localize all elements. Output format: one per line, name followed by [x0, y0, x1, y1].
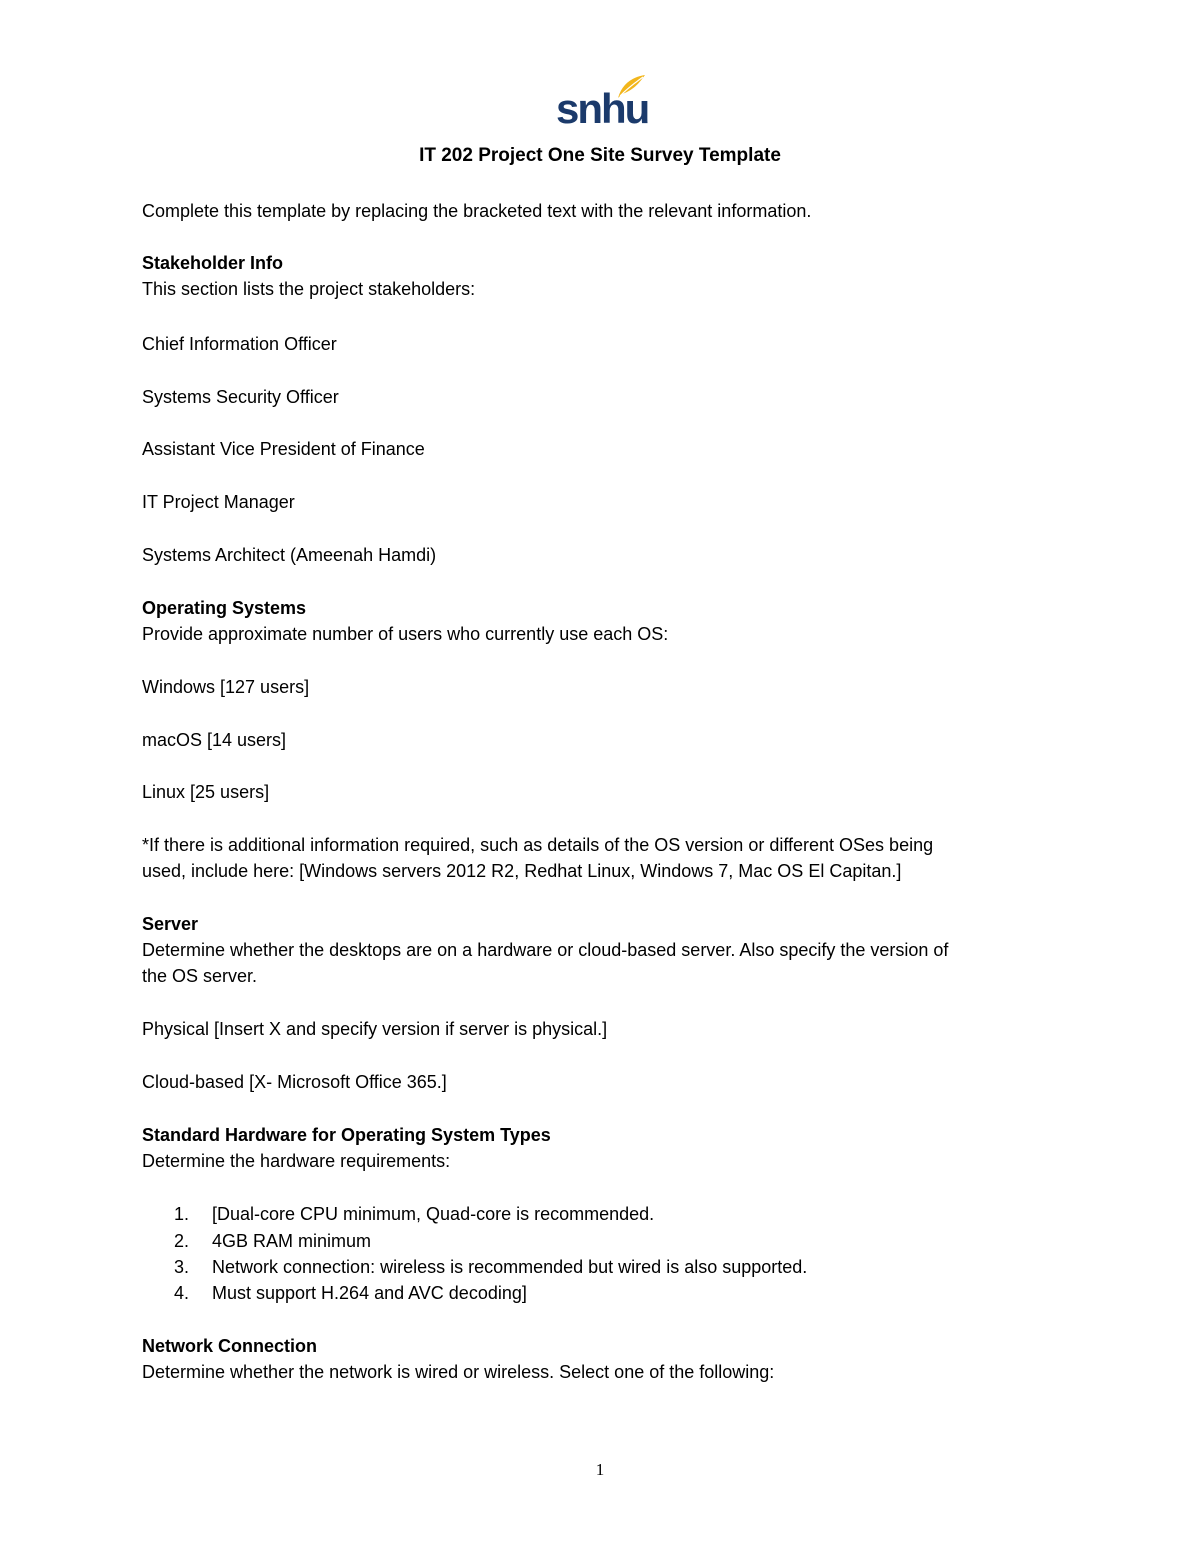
- server-cloud: Cloud-based [X- Microsoft Office 365.]: [142, 1072, 447, 1092]
- stakeholder-heading: Stakeholder Info: [142, 253, 284, 273]
- server-description: Determine whether the desktops are on a hardware or cloud-based server. Also specify the version of: [142, 940, 949, 960]
- os-heading: Operating Systems: [142, 598, 307, 618]
- hardware-heading: Standard Hardware for Operating System Types: [142, 1125, 551, 1145]
- document-title: IT 202 Project One Site Survey Template: [419, 145, 781, 166]
- leaf-icon: [616, 74, 646, 100]
- os-note: *If there is additional information required, such as details of the OS version or different OSes being: [142, 835, 934, 855]
- hardware-item: [Dual-core CPU minimum, Quad-core is recommended.: [212, 1204, 655, 1224]
- stakeholder-item: Assistant Vice President of Finance: [142, 439, 425, 459]
- hardware-item: Must support H.264 and AVC decoding]: [212, 1283, 527, 1303]
- server-heading: Server: [142, 914, 199, 934]
- server-description: the OS server.: [142, 966, 258, 986]
- hardware-item: 4GB RAM minimum: [212, 1231, 372, 1251]
- list-number: 4.: [174, 1283, 190, 1303]
- list-number: 1.: [174, 1204, 190, 1224]
- hardware-description: Determine the hardware requirements:: [142, 1151, 451, 1171]
- snhu-logo: [556, 74, 649, 134]
- os-item: macOS [14 users]: [142, 730, 287, 750]
- server-physical: Physical [Insert X and specify version if server is physical.]: [142, 1019, 608, 1039]
- os-item: Linux [25 users]: [142, 782, 270, 802]
- stakeholder-description: This section lists the project stakeholders:: [142, 279, 476, 299]
- stakeholder-item: IT Project Manager: [142, 492, 295, 512]
- list-number: 2.: [174, 1231, 190, 1251]
- stakeholder-item: Systems Architect (Ameenah Hamdi): [142, 545, 437, 565]
- os-item: Windows [127 users]: [142, 677, 310, 697]
- os-note: used, include here: [Windows servers 2012 R2, Redhat Linux, Windows 7, Mac OS El Capitan.]: [142, 861, 902, 881]
- stakeholder-item: Systems Security Officer: [142, 387, 339, 407]
- hardware-item: Network connection: wireless is recommended but wired is also supported.: [212, 1257, 808, 1277]
- stakeholder-item: Chief Information Officer: [142, 334, 337, 354]
- network-description: Determine whether the network is wired or wireless. Select one of the following:: [142, 1362, 775, 1382]
- intro-text: Complete this template by replacing the bracketed text with the relevant information.: [142, 201, 812, 221]
- logo-wordmark: snhu: [556, 85, 649, 132]
- os-description: Provide approximate number of users who currently use each OS:: [142, 624, 669, 644]
- network-heading: Network Connection: [142, 1336, 318, 1356]
- list-number: 3.: [174, 1257, 190, 1277]
- page-number: 1: [595, 1460, 605, 1479]
